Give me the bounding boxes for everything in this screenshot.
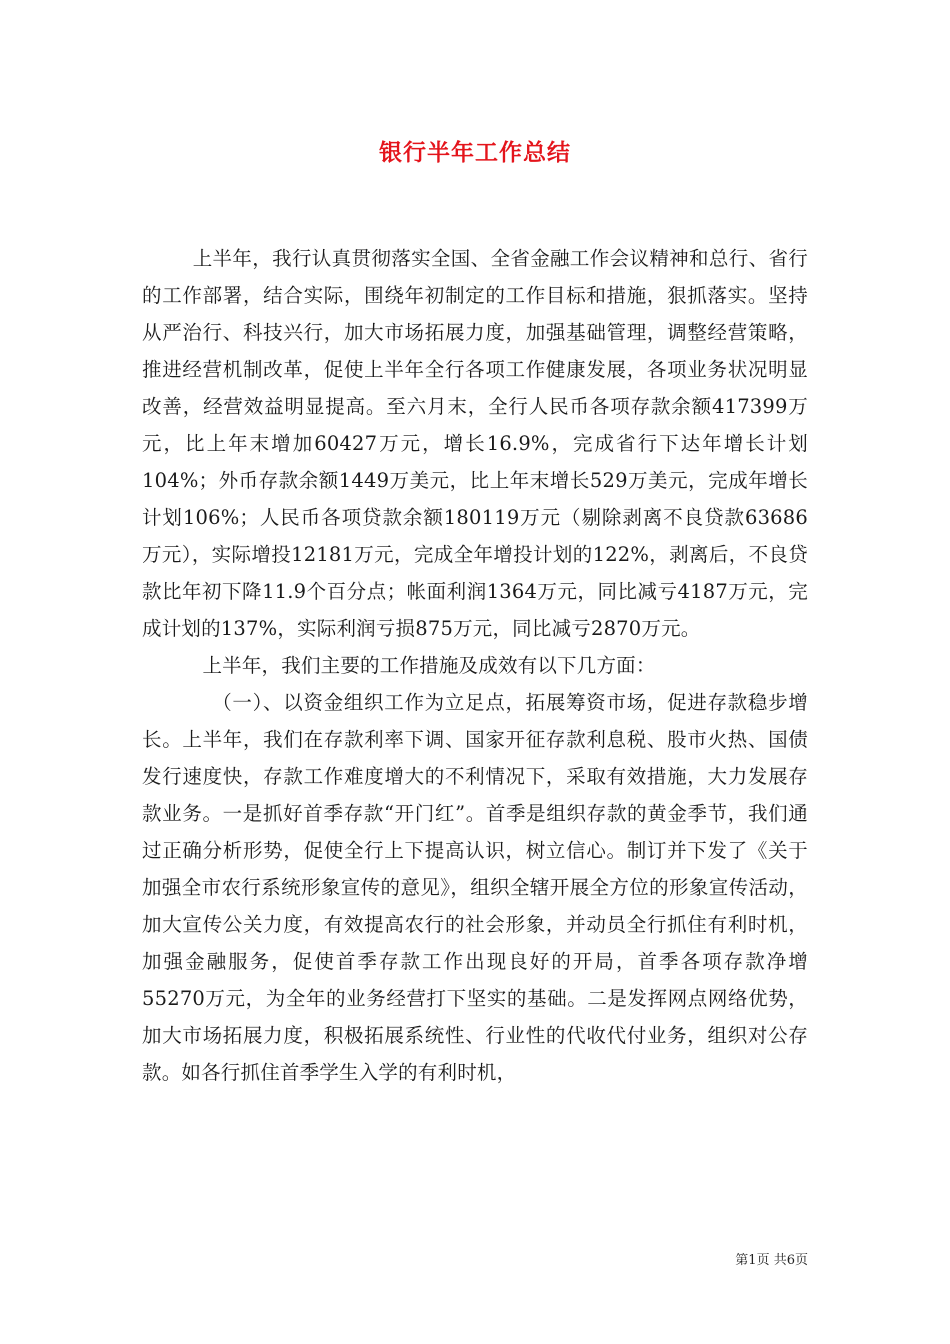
footer-total-pages: 6 xyxy=(786,1253,795,1268)
document-body xyxy=(142,240,808,1091)
paragraph-deposits: （一）、以资金组织工作为立足点，拓展筹资市场，促进存款稳步增长。上半年，我们在存款利率下调、国家开征存款利息税、股市火热、国债发行速度快，存款工作难度增大的不利情况下，采取有效措施，大力发展存款业务。一是抓好首季存款“开门红”。首季是组织存款的黄金季节，我们通过正确分析形势，促使全行上下提高认识，树立信心。制订并下发了《关于加强全市农行系统形象宣传的意见》，组织全辖开展全方位的形象宣传活动，加大宣传公关力度，有效提高农行的社会形象，并动员全行抓住有利时机，加强金融服务，促使首季存款工作出现良好的开局，首季各项存款净增55270万元，为全年的业务经营打下坚实的基础。二是发挥网点网络优势，加大市场拓展力度，积极拓展系统性、行业性的代收代付业务，组织对公存款。如各行抓住首季学生入学的有利时机， xyxy=(142,691,808,1084)
footer-middle: 页 共 xyxy=(756,1253,787,1268)
page-number-footer xyxy=(735,1249,808,1268)
footer-prefix: 第 xyxy=(735,1253,749,1268)
paragraph-measures-intro: 上半年，我们主要的工作措施及成效有以下几方面： xyxy=(202,654,656,677)
document-title: 银行半年工作总结 xyxy=(379,139,571,166)
footer-suffix: 页 xyxy=(794,1253,808,1268)
footer-current-page: 1 xyxy=(748,1253,757,1268)
paragraph-summary: 上半年，我行认真贯彻落实全国、全省金融工作会议精神和总行、省行的工作部署，结合实际，围绕年初制定的工作目标和措施，狠抓落实。坚持从严治行、科技兴行，加大市场拓展力度，加强基础管理，调整经营策略，推进经营机制改革，促使上半年全行各项工作健康发展，各项业务状况明显改善，经营效益明显提高。至六月末，全行人民币各项存款余额417399万元，比上年末增加60427万元，增长16.9%，完成省行下达年增长计划104%；外币存款余额1449万美元，比上年末增长529万美元，完成年增长计划106%；人民币各项贷款余额180119万元（剔除剥离不良贷款63686万元），实际增投12181万元，完成全年增投计划的122%，剥离后，不良贷款比年初下降11.9个百分点；帐面利润1364万元，同比减亏4187万元，完成计划的137%，实际利润亏损875万元，同比减亏2870万元。 xyxy=(142,247,808,640)
